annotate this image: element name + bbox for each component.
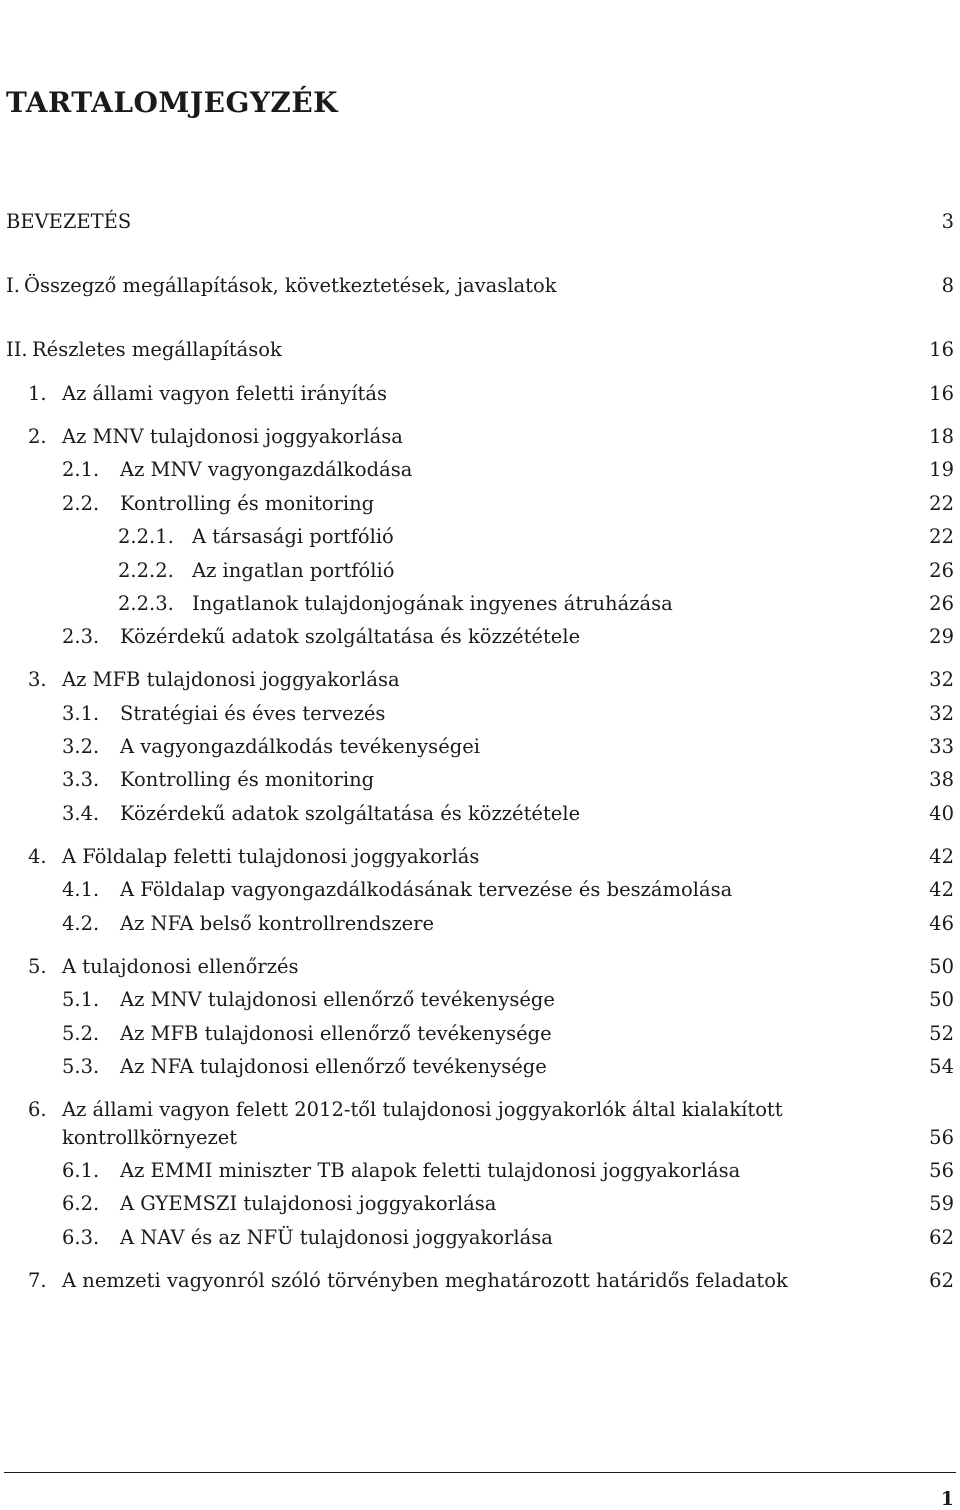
toc-entry-number: 4.	[28, 845, 47, 868]
toc-entry-label: Az NFA belső kontrollrendszere	[120, 912, 435, 935]
toc-entry-number: 5.	[28, 955, 47, 978]
toc-entry-page: 56	[929, 1159, 954, 1182]
toc-entry-number: 6.3.	[62, 1226, 100, 1249]
toc-entry-number: 3.2.	[62, 735, 100, 758]
toc-entry-number: 5.1.	[62, 988, 100, 1011]
toc-entry-label: A nemzeti vagyonról szóló törvényben meghatározott határidős feladatok	[62, 1269, 788, 1292]
toc-entry-label: Az MNV tulajdonosi ellenőrző tevékenysége	[120, 988, 555, 1011]
toc-entry-number: 5.3.	[62, 1055, 100, 1078]
toc-entry-number: 4.1.	[62, 878, 100, 901]
toc-entry-number: II.	[6, 338, 28, 361]
toc-entry-page: 62	[929, 1269, 954, 1292]
toc-entry-label: Az MNV tulajdonosi joggyakorlása	[62, 425, 403, 448]
toc-entry-number: 3.1.	[62, 702, 100, 725]
toc-entry-page: 38	[929, 768, 954, 791]
toc-entry-page: 8	[941, 274, 954, 297]
toc-entry-page: 3	[941, 210, 954, 233]
toc-entry-number: 5.2.	[62, 1022, 100, 1045]
toc-entry-label: A tulajdonosi ellenőrzés	[62, 955, 299, 978]
toc-entry-label: A GYEMSZI tulajdonosi joggyakorlása	[120, 1192, 497, 1215]
toc-entry-label: Összegző megállapítások, következtetések, javaslatok	[24, 274, 557, 297]
toc-entry-number: 2.3.	[62, 625, 100, 648]
toc-entry-page: 42	[929, 845, 954, 868]
toc-entry-page: 62	[929, 1226, 954, 1249]
toc-entry-page: 18	[929, 425, 954, 448]
toc-entry-page: 42	[929, 878, 954, 901]
toc-entry-label: Az MFB tulajdonosi joggyakorlása	[62, 668, 400, 691]
toc-entry-label: A Földalap feletti tulajdonosi joggyakorlás	[62, 845, 480, 868]
toc-entry-page: 54	[929, 1055, 954, 1078]
toc-entry-number: 3.4.	[62, 802, 100, 825]
toc-entry-page: 59	[929, 1192, 954, 1215]
toc-entry-number: 3.3.	[62, 768, 100, 791]
toc-entry-page: 22	[929, 525, 954, 548]
toc-entry-6[interactable]	[0, 1096, 954, 1154]
toc-entry-label: Részletes megállapítások	[32, 338, 282, 361]
toc-entry-number: 2.	[28, 425, 47, 448]
toc-entry-page: 32	[929, 702, 954, 725]
toc-entry-label: Az állami vagyon felett 2012-től tulajdonosi joggyakorlók által kialakított kontrollkörnyezet	[62, 1098, 783, 1149]
footer-divider	[4, 1472, 956, 1473]
toc-entry-page: 26	[929, 592, 954, 615]
toc-entry-label: A vagyongazdálkodás tevékenységei	[120, 735, 480, 758]
toc-entry-label: Ingatlanok tulajdonjogának ingyenes átruházása	[192, 592, 673, 615]
page-title: TARTALOMJEGYZÉK	[6, 86, 339, 119]
toc-entry-number: 3.	[28, 668, 47, 691]
toc-entry-page: 29	[929, 625, 954, 648]
toc-entry-page: 16	[929, 338, 954, 361]
toc-entry-label: Az EMMI miniszter TB alapok feletti tulajdonosi joggyakorlása	[120, 1159, 741, 1182]
toc-entry-page: 46	[929, 912, 954, 935]
toc-entry-label: BEVEZETÉS	[6, 210, 132, 233]
toc-entry-label: Az MFB tulajdonosi ellenőrző tevékenysége	[120, 1022, 552, 1045]
toc-entry-page: 50	[929, 955, 954, 978]
toc-entry-number: 6.	[28, 1098, 47, 1121]
toc-entry-number: 2.2.3.	[118, 592, 174, 615]
toc-entry-label: Az állami vagyon feletti irányítás	[62, 382, 387, 405]
toc-entry-label: A társasági portfólió	[192, 525, 394, 548]
toc-entry-label: Az ingatlan portfólió	[192, 559, 395, 582]
toc-entry-label: Közérdekű adatok szolgáltatása és közzététele	[120, 802, 581, 825]
toc-entry-page: 26	[929, 559, 954, 582]
toc-entry-page: 56	[929, 1126, 954, 1149]
toc-entry-label: Az MNV vagyongazdálkodása	[120, 458, 413, 481]
toc-entry-number: 2.1.	[62, 458, 100, 481]
toc-entry-page: 19	[929, 458, 954, 481]
toc-entry-number: 2.2.2.	[118, 559, 174, 582]
toc-entry-page: 32	[929, 668, 954, 691]
toc-entry-label: Stratégiai és éves tervezés	[120, 702, 386, 725]
toc-entry-page: 33	[929, 735, 954, 758]
toc-entry-label: Az NFA tulajdonosi ellenőrző tevékenysége	[120, 1055, 547, 1078]
toc-entry-label: Kontrolling és monitoring	[120, 768, 375, 791]
toc-entry-label: Közérdekű adatok szolgáltatása és közzététele	[120, 625, 581, 648]
toc-entry-page: 50	[929, 988, 954, 1011]
toc-entry-page: 40	[929, 802, 954, 825]
toc-entry-page: 22	[929, 492, 954, 515]
toc-entry-number: 7.	[28, 1269, 47, 1292]
toc-entry-label: Kontrolling és monitoring	[120, 492, 375, 515]
toc-entry-label: A NAV és az NFÜ tulajdonosi joggyakorlása	[120, 1226, 553, 1249]
toc-entry-page: 52	[929, 1022, 954, 1045]
toc-entry-number: 2.2.1.	[118, 525, 174, 548]
toc-entry-number: 1.	[28, 382, 47, 405]
toc-entry-number: 2.2.	[62, 492, 100, 515]
toc-entry-number: 6.2.	[62, 1192, 100, 1215]
toc-entry-number: I.	[6, 274, 20, 297]
toc-entry-number: 4.2.	[62, 912, 100, 935]
toc-entry-page: 16	[929, 382, 954, 405]
page-number: 1	[940, 1488, 954, 1510]
toc-entry-label: A Földalap vagyongazdálkodásának tervezése és beszámolása	[120, 878, 733, 901]
toc-entry-number: 6.1.	[62, 1159, 100, 1182]
